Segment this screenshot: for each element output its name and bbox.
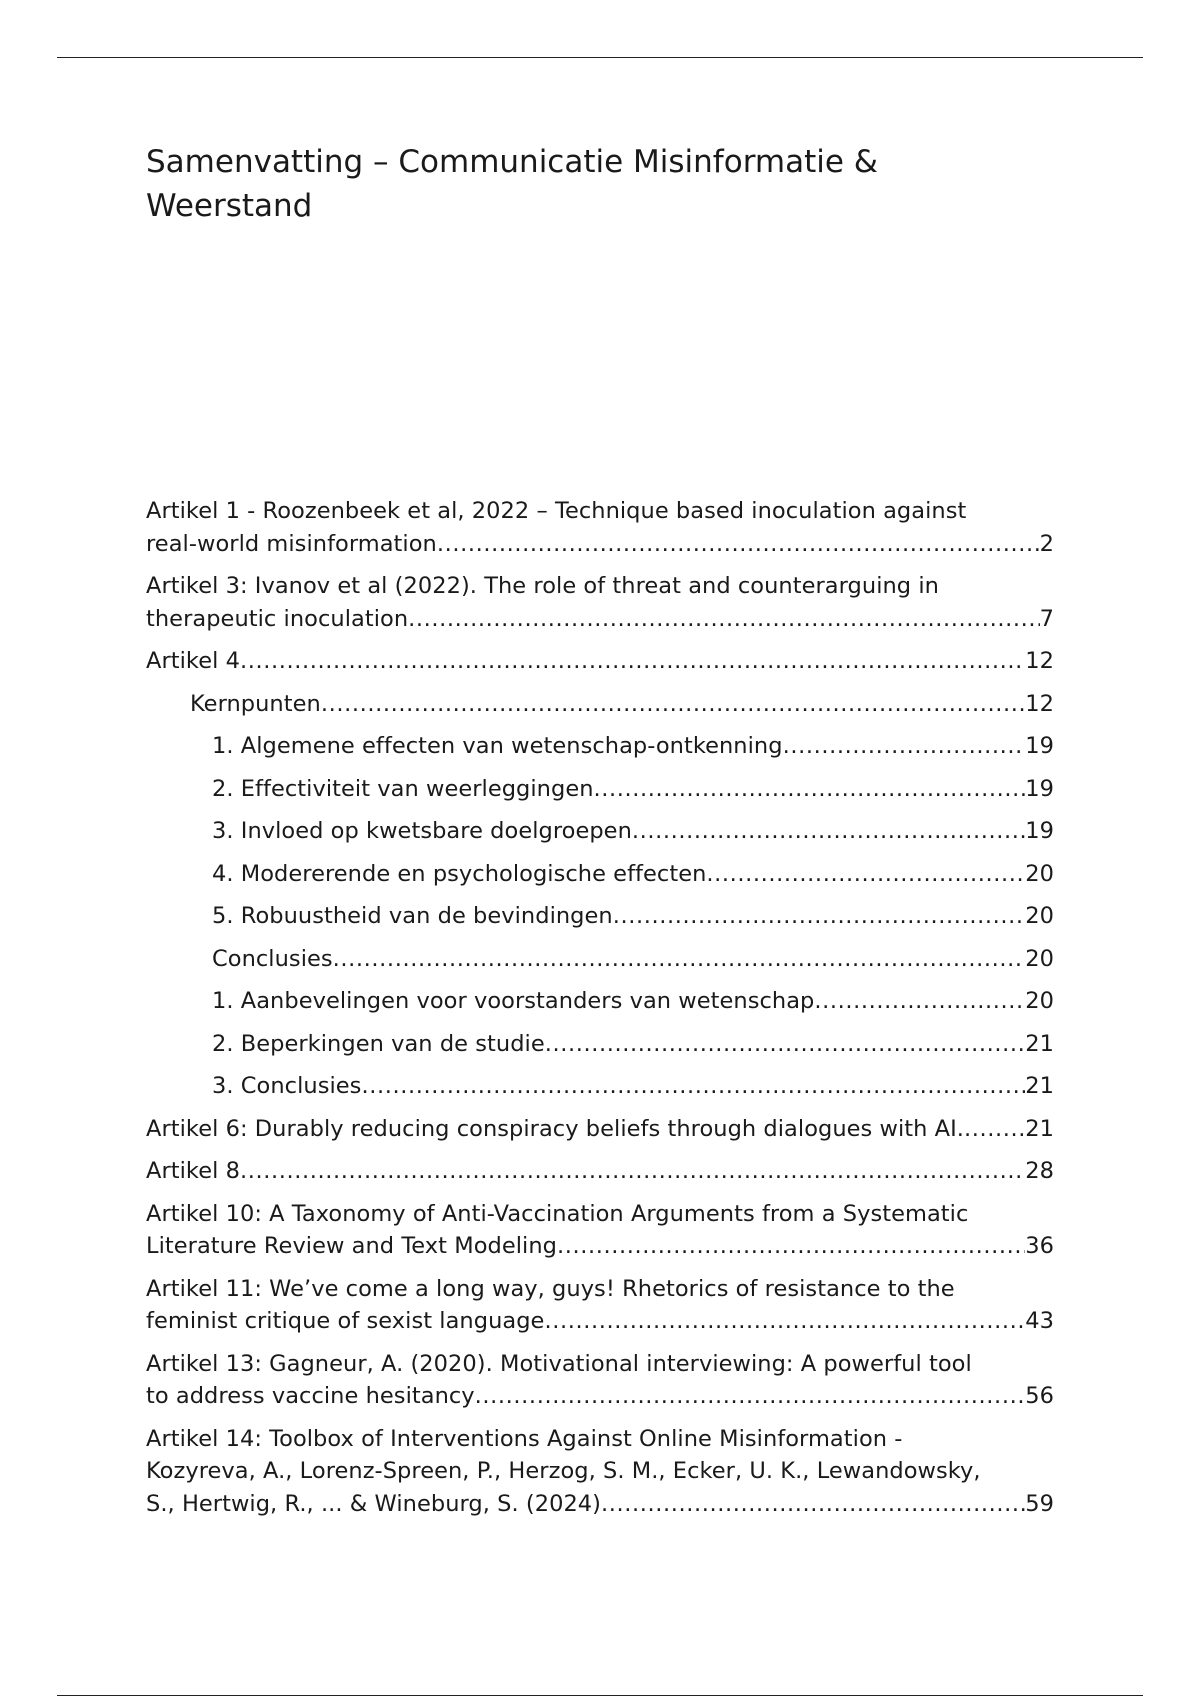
toc-page-number: 21 xyxy=(1025,1073,1054,1099)
toc-dot-leader xyxy=(321,688,1025,721)
toc-page-number: 28 xyxy=(1025,1158,1054,1184)
toc-page-number: 20 xyxy=(1025,903,1054,929)
toc-entry-text-line: Artikel 1 - Roozenbeek et al, 2022 – Technique based inoculation against xyxy=(146,498,967,524)
toc-entry-title: feminist critique of sexist language xyxy=(146,1308,545,1334)
toc-entry-text-line: Artikel 14: Toolbox of Interventions Against Online Misinformation - xyxy=(146,1425,903,1452)
toc-entry[interactable] xyxy=(146,570,1054,635)
toc-entry-line xyxy=(146,603,1054,636)
toc-entry[interactable] xyxy=(146,1070,1054,1103)
toc-entry-line xyxy=(212,985,1054,1018)
toc-page-number: 36 xyxy=(1025,1233,1054,1259)
toc-entry-title: to address vaccine hesitancy xyxy=(146,1383,475,1409)
toc-entry-line xyxy=(146,1113,1054,1146)
toc-dot-leader xyxy=(706,858,1025,891)
toc-entry-line xyxy=(146,528,1054,561)
bottom-rule xyxy=(57,1695,1143,1696)
toc-entry-title: 1. Algemene effecten van wetenschap-ontkenning xyxy=(212,733,783,759)
toc-entry-line xyxy=(212,1070,1054,1103)
toc-dot-leader xyxy=(557,1230,1025,1263)
toc-entry-title: 4. Modererende en psychologische effecten xyxy=(212,860,707,887)
toc-dot-leader xyxy=(240,1155,1025,1188)
toc-page-number: 19 xyxy=(1025,818,1054,844)
toc-entry[interactable] xyxy=(146,645,1054,678)
toc-dot-leader xyxy=(594,773,1026,806)
toc-dot-leader xyxy=(613,900,1026,933)
toc-entry[interactable] xyxy=(146,815,1054,848)
toc-entry[interactable] xyxy=(146,495,1054,560)
toc-page-number: 19 xyxy=(1025,775,1054,802)
toc-entry-line xyxy=(212,1028,1054,1061)
toc-entry-text-line: Artikel 10: A Taxonomy of Anti-Vaccination Arguments from a Systematic xyxy=(146,1200,969,1227)
document-title xyxy=(146,140,946,228)
toc-entry-text-line: Artikel 3: Ivanov et al (2022). The role of threat and counterarguing in xyxy=(146,573,939,599)
toc-entry[interactable] xyxy=(146,1423,1054,1521)
toc-entry-line xyxy=(212,815,1054,848)
toc-entry[interactable] xyxy=(146,985,1054,1018)
toc-page-number: 56 xyxy=(1025,1383,1054,1409)
top-rule xyxy=(57,57,1143,58)
document-title-line-1: Samenvatting – Communicatie Misinformatie & xyxy=(146,144,878,180)
toc-page-number: 43 xyxy=(1025,1308,1054,1334)
toc-entry-title: Literature Review and Text Modeling xyxy=(146,1233,557,1259)
toc-entry-title: Artikel 8 xyxy=(146,1158,240,1184)
toc-entry-title: Artikel 4 xyxy=(146,648,240,674)
toc-entry[interactable] xyxy=(146,1028,1054,1061)
toc-page-number: 21 xyxy=(1025,1030,1054,1057)
document-title-line-2: Weerstand xyxy=(146,188,313,224)
toc-entry-title: 3. Conclusies xyxy=(212,1073,362,1099)
toc-entry-title: 5. Robuustheid van de bevindingen xyxy=(212,903,613,929)
toc-entry-text-line: Kozyreva, A., Lorenz-Spreen, P., Herzog, S. M., Ecker, U. K., Lewandowsky, xyxy=(146,1458,981,1484)
toc-entry-line xyxy=(212,943,1054,976)
toc-dot-leader xyxy=(333,943,1026,976)
table-of-contents xyxy=(146,495,1054,1530)
toc-entry-text-line: Artikel 11: We’ve come a long way, guys! Rhetorics of resistance to the xyxy=(146,1275,955,1302)
toc-entry-line xyxy=(212,900,1054,933)
toc-entry-line xyxy=(190,688,1054,721)
toc-page-number: 59 xyxy=(1025,1490,1054,1517)
toc-dot-leader xyxy=(437,528,1040,561)
toc-page-number: 19 xyxy=(1025,733,1054,759)
toc-entry[interactable] xyxy=(146,1348,1054,1413)
toc-dot-leader xyxy=(408,603,1039,636)
toc-entry-title: 2. Beperkingen van de studie xyxy=(212,1030,545,1057)
toc-entry-line xyxy=(146,1230,1054,1263)
toc-entry[interactable] xyxy=(146,1273,1054,1338)
toc-dot-leader xyxy=(544,1305,1025,1338)
toc-dot-leader xyxy=(783,730,1026,763)
toc-dot-leader xyxy=(545,1028,1026,1061)
toc-entry-line xyxy=(146,645,1054,678)
toc-entry-title: Artikel 6: Durably reducing conspiracy beliefs through dialogues with AI. xyxy=(146,1115,964,1142)
toc-entry[interactable] xyxy=(146,900,1054,933)
toc-entry-title: therapeutic inoculation xyxy=(146,605,409,632)
toc-page-number: 12 xyxy=(1025,648,1054,674)
toc-entry-title: 1. Aanbevelingen voor voorstanders van wetenschap xyxy=(212,988,815,1014)
toc-entry-line xyxy=(212,773,1054,806)
toc-entry-line xyxy=(146,1488,1054,1521)
toc-entry-line xyxy=(146,1380,1054,1413)
toc-entry-title: real-world misinformation xyxy=(146,530,437,557)
toc-dot-leader xyxy=(475,1380,1026,1413)
toc-page-number: 12 xyxy=(1025,690,1054,717)
toc-entry-title: Kernpunten xyxy=(190,690,321,717)
toc-entry[interactable] xyxy=(146,730,1054,763)
toc-entry-text-line: Artikel 13: Gagneur, A. (2020). Motivational interviewing: A powerful tool xyxy=(146,1350,972,1377)
toc-entry[interactable] xyxy=(146,1198,1054,1263)
toc-entry[interactable] xyxy=(146,1113,1054,1146)
toc-entry[interactable] xyxy=(146,688,1054,721)
toc-dot-leader xyxy=(964,1113,1025,1146)
toc-entry-title: S., Hertwig, R., ... & Wineburg, S. (2024) xyxy=(146,1490,601,1517)
toc-entry[interactable] xyxy=(146,943,1054,976)
toc-entry-line xyxy=(146,1305,1054,1338)
toc-page-number: 2 xyxy=(1039,530,1054,557)
toc-entry-line xyxy=(212,730,1054,763)
toc-dot-leader xyxy=(632,815,1025,848)
toc-dot-leader xyxy=(814,985,1025,1018)
toc-page-number: 21 xyxy=(1025,1115,1054,1142)
toc-page-number: 20 xyxy=(1025,860,1054,887)
toc-entry-title: Conclusies xyxy=(212,945,333,972)
toc-dot-leader xyxy=(240,645,1025,678)
toc-entry-line xyxy=(146,1155,1054,1188)
toc-entry[interactable] xyxy=(146,1155,1054,1188)
toc-dot-leader xyxy=(601,1488,1025,1521)
toc-entry[interactable] xyxy=(146,773,1054,806)
toc-page-number: 20 xyxy=(1025,945,1054,972)
toc-entry-title: 2. Effectiviteit van weerleggingen xyxy=(212,775,594,802)
toc-entry-title: 3. Invloed op kwetsbare doelgroepen xyxy=(212,818,632,844)
toc-entry-line xyxy=(212,858,1054,891)
toc-page-number: 20 xyxy=(1025,988,1054,1014)
toc-entry[interactable] xyxy=(146,858,1054,891)
toc-dot-leader xyxy=(361,1070,1025,1103)
toc-page-number: 7 xyxy=(1039,605,1054,632)
